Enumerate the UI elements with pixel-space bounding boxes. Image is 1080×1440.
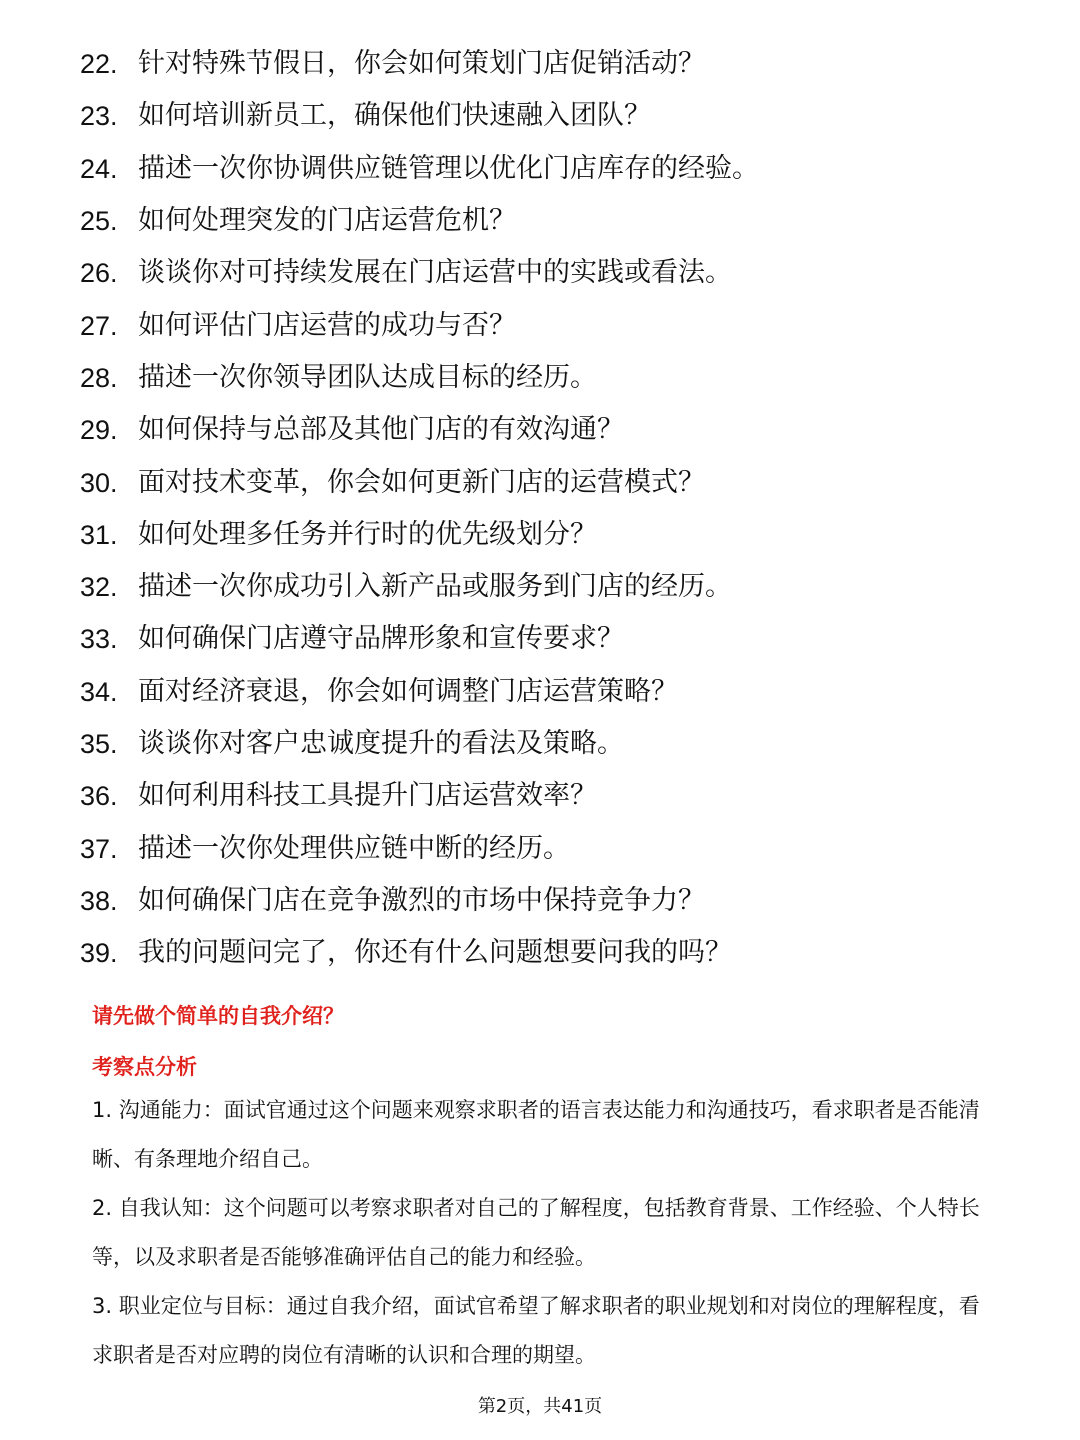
question-number: 39. xyxy=(80,938,118,969)
question-item xyxy=(80,195,1020,247)
question-item xyxy=(80,875,1020,927)
question-item xyxy=(80,404,1020,456)
question-number: 30. xyxy=(80,467,118,498)
question-number: 26. xyxy=(80,258,118,289)
question-text: 描述一次你处理供应链中断的经历。 xyxy=(138,832,570,864)
question-number: 23. xyxy=(80,101,118,132)
question-item xyxy=(80,38,1020,90)
question-number: 33. xyxy=(80,624,118,655)
question-text: 谈谈你对客户忠诚度提升的看法及策略。 xyxy=(138,728,624,759)
question-text: 我的问题问完了，你还有什么问题想要问我的吗？ xyxy=(138,937,732,969)
question-text: 描述一次你协调供应链管理以优化门店库存的经验。 xyxy=(138,152,759,184)
question-text: 如何确保门店遵守品牌形象和宣传要求？ xyxy=(138,623,624,655)
analysis-body xyxy=(92,1086,992,1380)
question-item xyxy=(80,456,1020,508)
question-item xyxy=(80,770,1020,822)
question-list xyxy=(80,38,1020,979)
question-text: 如何保持与总部及其他门店的有效沟通？ xyxy=(138,414,624,446)
question-number: 38. xyxy=(80,885,118,916)
question-item xyxy=(80,822,1020,874)
question-item xyxy=(80,299,1020,351)
question-number: 28. xyxy=(80,362,118,393)
question-text: 面对技术变革，你会如何更新门店的运营模式？ xyxy=(138,466,705,498)
question-number: 35. xyxy=(80,729,118,759)
question-number: 36. xyxy=(80,781,118,812)
question-number: 29. xyxy=(80,415,118,446)
question-item xyxy=(80,718,1020,770)
question-item xyxy=(80,90,1020,142)
analysis-heading: 考察点分析 xyxy=(92,1055,197,1079)
question-item xyxy=(80,561,1020,613)
question-text: 如何处理多任务并行时的优先级划分？ xyxy=(138,518,597,550)
question-item xyxy=(80,509,1020,561)
question-text: 如何利用科技工具提升门店运营效率？ xyxy=(138,780,597,812)
analysis-paragraph: 2. 自我认知：这个问题可以考察求职者对自己的了解程度，包括教育背景、工作经验、个人特长等，以及求职者是否能够准确评估自己的能力和经验。 xyxy=(92,1196,980,1269)
question-text: 描述一次你领导团队达成目标的经历。 xyxy=(138,361,597,393)
question-number: 27. xyxy=(80,310,118,341)
question-text: 描述一次你成功引入新产品或服务到门店的经历。 xyxy=(138,571,732,603)
question-number: 37. xyxy=(80,833,118,864)
question-item xyxy=(80,927,1020,979)
question-item xyxy=(80,247,1020,299)
page-number: 第2页，共41页 xyxy=(477,1396,603,1417)
analysis-paragraph: 1. 沟通能力：面试官通过这个问题来观察求职者的语言表达能力和沟通技巧，看求职者是否能清晰、有条理地介绍自己。 xyxy=(92,1098,980,1171)
question-number: 25. xyxy=(80,206,118,237)
question-item xyxy=(80,352,1020,404)
question-text: 谈谈你对可持续发展在门店运营中的实践或看法。 xyxy=(138,257,732,289)
question-text: 如何处理突发的门店运营危机？ xyxy=(138,205,516,237)
question-number: 24. xyxy=(80,153,118,184)
question-heading: 请先做个简单的自我介绍？ xyxy=(92,1004,344,1028)
analysis-paragraph: 3. 职业定位与目标：通过自我介绍，面试官希望了解求职者的职业规划和对岗位的理解程度，看求职者是否对应聘的岗位有清晰的认识和合理的期望。 xyxy=(92,1294,980,1367)
question-item xyxy=(80,666,1020,718)
question-text: 如何确保门店在竞争激烈的市场中保持竞争力？ xyxy=(138,884,705,916)
question-text: 针对特殊节假日，你会如何策划门店促销活动？ xyxy=(138,48,705,80)
question-text: 如何培训新员工，确保他们快速融入团队？ xyxy=(138,100,651,132)
question-item xyxy=(80,613,1020,665)
question-number: 34. xyxy=(80,676,118,707)
question-number: 22. xyxy=(80,49,118,80)
question-text: 如何评估门店运营的成功与否？ xyxy=(138,309,516,341)
question-number: 31. xyxy=(80,519,118,550)
question-text: 面对经济衰退，你会如何调整门店运营策略？ xyxy=(138,675,678,707)
question-item xyxy=(80,143,1020,195)
question-number: 32. xyxy=(80,572,118,603)
